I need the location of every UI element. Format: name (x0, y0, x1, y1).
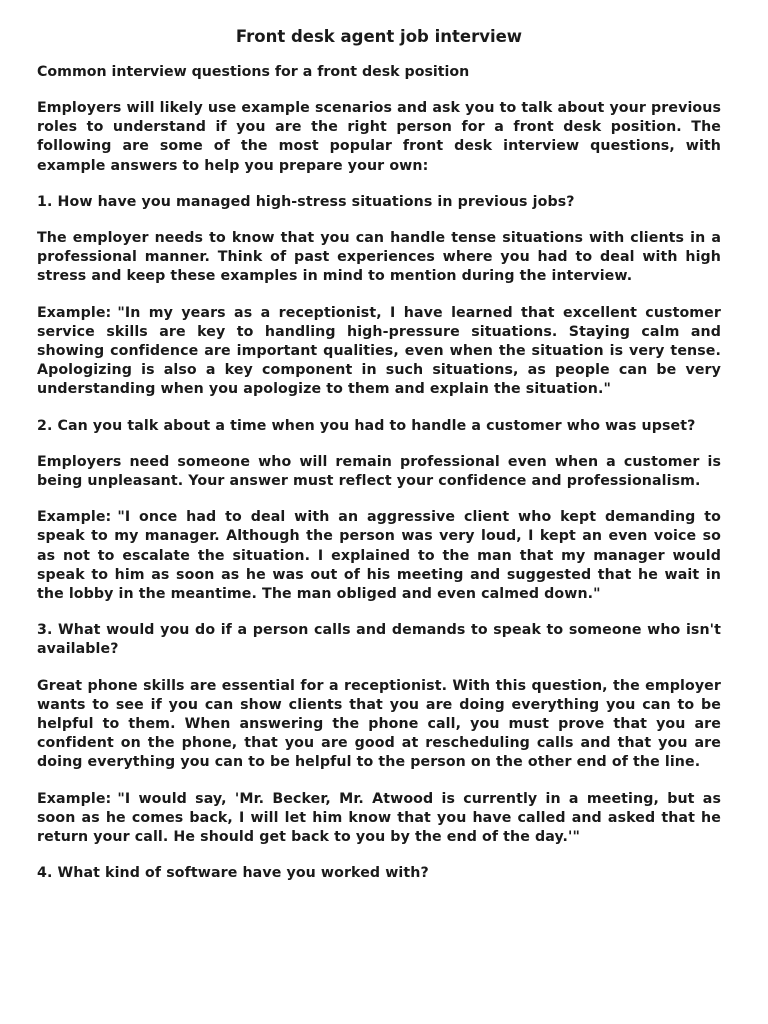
question-3-explanation: Great phone skills are essential for a receptionist. With this question, the employer wants to see if you can show clients that you are doing everything you can to be helpful to them. When answering the phone call, you must prove that you are confident on the phone, that you are good at rescheduling calls and that you are doing everything you can to be helpful to the person on the other end of the line. (37, 677, 721, 771)
example-text: "In my years as a receptionist, I have learned that excellent customer service skills are key to handling high-pressure situations. Staying calm and showing confidence are important qualities, even when the situation is very tense. Apologizing is also a key component in such situations, as people can be very understanding when you apologize to them and explain the situation." (37, 304, 721, 398)
example-text: "I would say, 'Mr. Becker, Mr. Atwood is currently in a meeting, but as soon as he comes back, I will let him know that you have called and asked that he return your call. He should get back to you by the end of the day.'" (37, 790, 721, 846)
section-heading: Common interview questions for a front desk position (37, 64, 470, 80)
example-label: Example: (37, 509, 112, 526)
document-title: Front desk agent job interview (235, 27, 523, 46)
question-1-explanation: The employer needs to know that you can handle tense situations with clients in a professional manner. Think of past experiences where you had to deal with high stress and keep these examples in mind to mention during the interview. (37, 230, 721, 285)
question-2: 2. Can you talk about a time when you had to handle a customer who was upset? (37, 417, 696, 434)
question-4: 4. What kind of software have you worked with? (37, 865, 429, 882)
question-2-example (37, 508, 721, 604)
example-label: Example: (37, 304, 112, 321)
question-2-explanation: Employers need someone who will remain professional even when a customer is being unpleasant. Your answer must reflect your confidence and professionalism. (37, 453, 721, 490)
question-3-example (37, 790, 721, 848)
question-1-example (37, 304, 721, 400)
example-label: Example: (37, 790, 112, 807)
question-3: 3. What would you do if a person calls and demands to speak to someone who isn't available? (37, 622, 721, 658)
question-1: 1. How have you managed high-stress situations in previous jobs? (37, 193, 575, 210)
example-text: "I once had to deal with an aggressive client who kept demanding to speak to my manager. Although the person was very loud, I kept an even voice so as not to escalate the situation. I explained to the man that my manager would speak to him as soon as he was out of his meeting and suggested that he wait in the lobby in the meantime. The man obliged and even calmed down." (37, 509, 721, 603)
intro-paragraph: Employers will likely use example scenarios and ask you to talk about your previous roles to understand if you are the right person for a front desk position. The following are some of the most popular front desk interview questions, with example answers to help you prepare your own: (37, 100, 721, 174)
